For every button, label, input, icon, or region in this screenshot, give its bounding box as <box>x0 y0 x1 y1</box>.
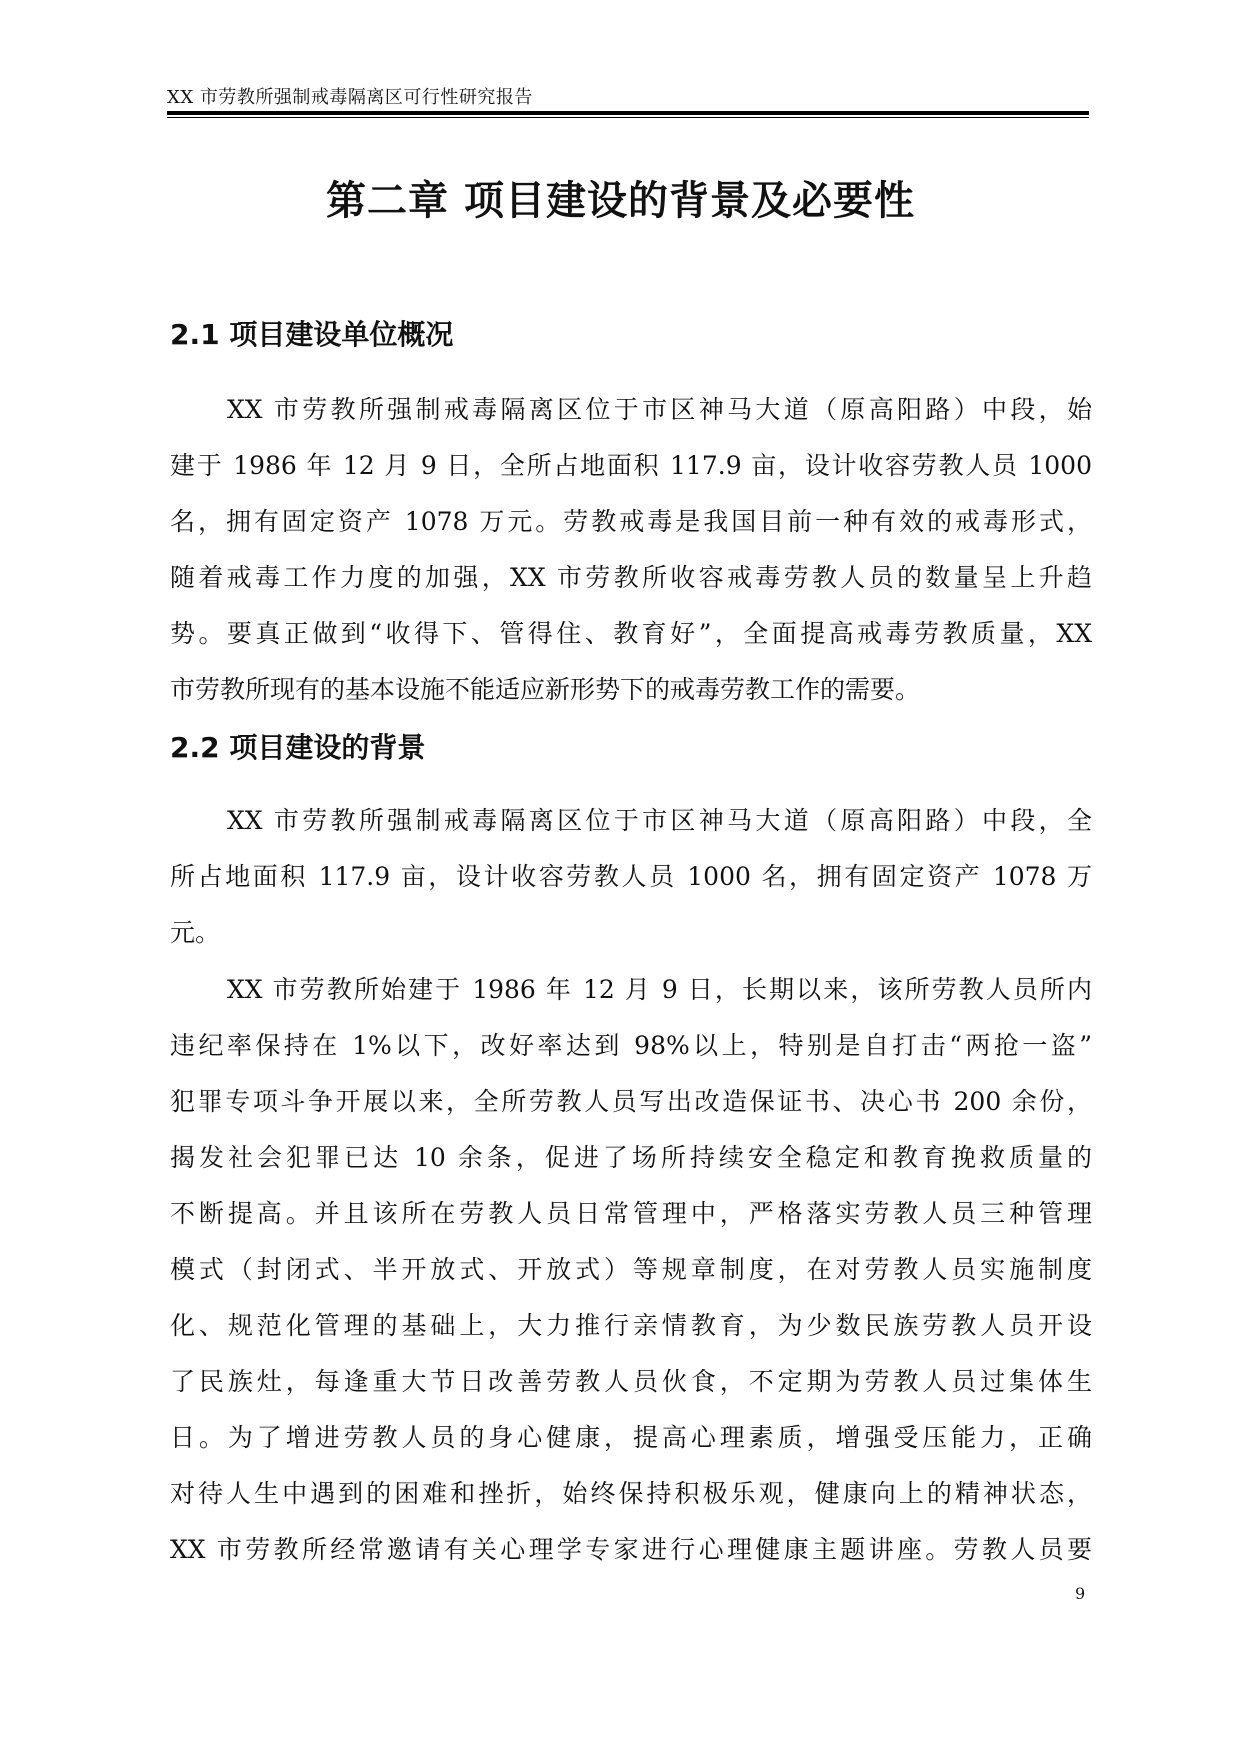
paragraph-background-1 <box>170 793 1092 961</box>
paragraph-line: 化、规范化管理的基础上，大力推行亲情教育，为少数民族劳教人员开设 <box>170 1311 1092 1340</box>
paragraph-line: 元。 <box>170 918 221 947</box>
paragraph-line: 模式（封闭式、半开放式、开放式）等规章制度，在对劳教人员实施制度 <box>170 1255 1092 1284</box>
paragraph-line: 建于 1986 年 12 月 9 日，全所占地面积 117.9 亩，设计收容劳教人员 1000 <box>170 451 1092 480</box>
section-heading-2-2: 2.2 项目建设的背景 <box>170 731 426 764</box>
running-title: XX 市劳教所强制戒毒隔离区可行性研究报告 <box>167 87 533 108</box>
paragraph-line: 揭发社会犯罪已达 10 余条，促进了场所持续安全稳定和教育挽救质量的 <box>170 1143 1092 1172</box>
paragraph-line: XX 市劳教所强制戒毒隔离区位于市区神马大道（原高阳路）中段，始 <box>227 395 1092 424</box>
paragraph-line: 犯罪专项斗争开展以来，全所劳教人员写出改造保证书、决心书 200 余份， <box>170 1087 1092 1116</box>
paragraph-line: 不断提高。并且该所在劳教人员日常管理中，严格落实劳教人员三种管理 <box>170 1199 1092 1228</box>
paragraph-line: 违纪率保持在 1%以下，改好率达到 98%以上，特别是自打击“两抢一盗” <box>170 1031 1092 1060</box>
paragraph-line: XX 市劳教所始建于 1986 年 12 月 9 日，长期以来，该所劳教人员所内 <box>227 975 1092 1004</box>
paragraph-line: XX 市劳教所强制戒毒隔离区位于市区神马大道（原高阳路）中段，全 <box>227 806 1092 835</box>
paragraph-line: XX 市劳教所经常邀请有关心理学专家进行心理健康主题讲座。劳教人员要 <box>170 1535 1092 1564</box>
section-heading-2-1: 2.1 项目建设单位概况 <box>170 318 454 351</box>
paragraph-line: 名，拥有固定资产 1078 万元。劳教戒毒是我国目前一种有效的戒毒形式， <box>170 507 1092 536</box>
paragraph-line: 市劳教所现有的基本设施不能适应新形势下的戒毒劳教工作的需要。 <box>170 675 921 704</box>
paragraph-line: 势。要真正做到“收得下、管得住、教育好”，全面提高戒毒劳教质量，XX <box>170 619 1092 648</box>
paragraph-line: 了民族灶，每逢重大节日改善劳教人员伙食，不定期为劳教人员过集体生 <box>170 1367 1092 1396</box>
chapter-title: 第二章 项目建设的背景及必要性 <box>326 178 915 224</box>
paragraph-background-2 <box>170 962 1092 1578</box>
paragraph-line: 对待人生中遇到的困难和挫折，始终保持积极乐观，健康向上的精神状态， <box>170 1479 1092 1508</box>
header-rule-thick <box>167 111 1089 115</box>
paragraph-unit-overview <box>170 382 1092 718</box>
paragraph-line: 随着戒毒工作力度的加强，XX 市劳教所收容戒毒劳教人员的数量呈上升趋 <box>170 563 1092 592</box>
running-header <box>167 86 1089 118</box>
page-number: 9 <box>1075 1584 1086 1603</box>
paragraph-line: 所占地面积 117.9 亩，设计收容劳教人员 1000 名，拥有固定资产 1078 万 <box>170 862 1092 891</box>
header-rule-thin <box>167 117 1089 118</box>
paragraph-line: 日。为了增进劳教人员的身心健康，提高心理素质，增强受压能力，正确 <box>170 1423 1092 1452</box>
